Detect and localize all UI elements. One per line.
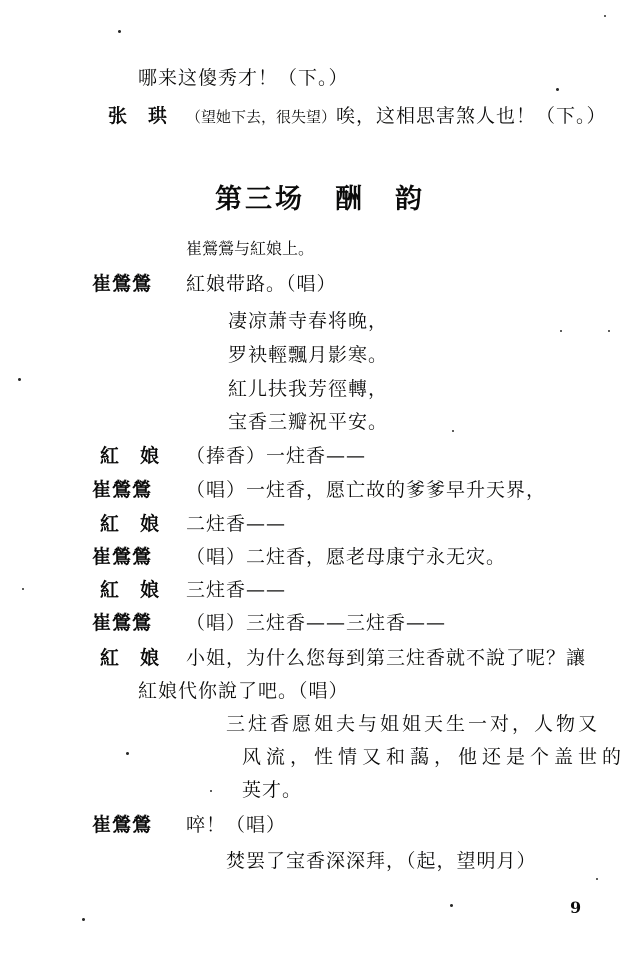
speaker-name: 崔鶯鶯	[92, 273, 153, 295]
verse-line: 风流，性情又和藹，他还是个盖世的	[242, 746, 627, 768]
speaker-name: 紅 娘	[100, 513, 161, 535]
print-speck	[608, 330, 610, 332]
stage-note: （望她下去，很失望）	[186, 108, 337, 126]
verse-line: 凄凉萧寺春将晚，	[228, 310, 389, 332]
verse-line: 焚罢了宝香深深拜，（起，望明月）	[226, 850, 537, 872]
print-speck	[604, 15, 606, 17]
speaker-name: 张 珙	[108, 105, 169, 127]
print-speck	[556, 88, 559, 91]
print-speck	[452, 430, 454, 432]
print-speck	[450, 904, 453, 907]
speaker-name: 崔鶯鶯	[92, 814, 153, 836]
speaker-name: 崔鶯鶯	[92, 479, 153, 501]
text-line: 哪来这傻秀才！（下。）	[138, 67, 349, 89]
verse-line: 三炷香愿姐夫与姐姐天生一对，人物又	[226, 713, 601, 735]
speaker-name: 紅 娘	[100, 647, 161, 669]
dialogue-text: 唉，这相思害煞人也！（下。）	[336, 105, 607, 127]
speaker-name: 紅 娘	[100, 445, 161, 467]
dialogue-text: 小姐，为什么您每到第三炷香就不說了呢？讓	[186, 647, 587, 669]
stage-direction: 崔鶯鶯与紅娘上。	[186, 239, 315, 258]
print-speck	[596, 878, 598, 880]
dialogue-text: （唱）三炷香——三炷香——	[186, 612, 447, 634]
scene-title: 第三场 酬 韵	[215, 184, 425, 215]
print-speck	[22, 588, 24, 590]
dialogue-text: 紅娘代你說了吧。（唱）	[138, 680, 349, 702]
verse-line: 英才。	[242, 779, 303, 801]
print-speck	[560, 330, 562, 332]
dialogue-text: （唱）二炷香，愿老母康宁永无灾。	[186, 546, 507, 568]
speaker-name: 崔鶯鶯	[92, 546, 153, 568]
dialogue-text: （唱）一炷香，愿亡故的爹爹早升天界，	[186, 479, 547, 501]
print-speck	[126, 752, 129, 755]
speaker-name: 崔鶯鶯	[92, 612, 153, 634]
text-line	[186, 104, 607, 129]
print-speck	[210, 790, 212, 792]
print-speck	[82, 918, 85, 921]
print-speck	[18, 378, 21, 381]
dialogue-text: 三炷香——	[186, 579, 287, 601]
page-number: 9	[570, 898, 582, 917]
dialogue-text: 紅娘带路。（唱）	[186, 273, 337, 295]
verse-line: 紅儿扶我芳徑轉，	[228, 378, 389, 400]
print-speck	[118, 30, 121, 33]
dialogue-text: 啐！（唱）	[186, 814, 287, 836]
verse-line: 罗袂輕飄月影寒。	[228, 344, 389, 366]
dialogue-text: 二炷香——	[186, 513, 287, 535]
verse-line: 宝香三瓣祝平安。	[228, 411, 389, 433]
speaker-name: 紅 娘	[100, 579, 161, 601]
dialogue-text: （捧香）一炷香——	[186, 445, 367, 467]
